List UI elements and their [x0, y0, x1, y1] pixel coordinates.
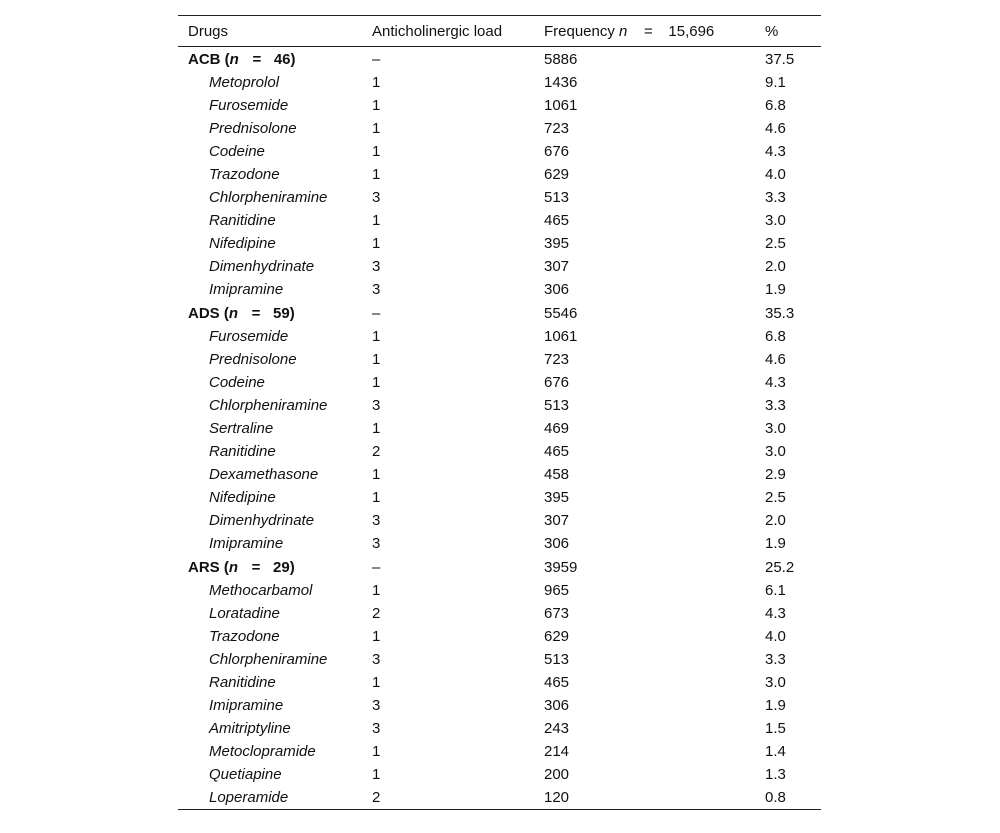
drug-frequency: 458 — [544, 466, 570, 483]
table-row — [178, 325, 821, 348]
header-frequency-eq: = — [644, 22, 653, 40]
drug-load: 1 — [372, 420, 381, 437]
drug-percent: 4.0 — [765, 628, 786, 645]
group-percent: 37.5 — [765, 50, 795, 68]
group-n-eq: = — [252, 50, 262, 68]
group-label: ACB — [188, 50, 221, 68]
table-row — [178, 486, 821, 509]
drug-load: 1 — [372, 374, 381, 391]
drug-frequency: 465 — [544, 212, 570, 229]
drug-percent: 4.3 — [765, 605, 786, 622]
drug-load: 1 — [372, 120, 381, 137]
drug-name: Chlorpheniramine — [209, 397, 328, 414]
drug-name: Chlorpheniramine — [209, 651, 328, 668]
group-n-symbol: n — [229, 50, 239, 68]
drug-name: Dimenhydrinate — [209, 512, 315, 529]
drug-percent: 4.6 — [765, 351, 786, 368]
drug-percent: 4.3 — [765, 374, 786, 391]
drug-frequency: 306 — [544, 281, 570, 298]
table-row — [178, 579, 821, 602]
group-percent: 25.2 — [765, 558, 795, 576]
drug-name: Loperamide — [178, 786, 370, 810]
drug-percent: 3.0 — [765, 443, 786, 460]
drug-name: Metoclopramide — [209, 743, 316, 760]
drug-percent: 1.9 — [765, 697, 786, 714]
drug-load: 3 — [372, 281, 381, 298]
drug-percent: 2.5 — [765, 235, 786, 252]
drug-frequency: 243 — [544, 720, 570, 737]
drug-name: Quetiapine — [209, 766, 282, 783]
drug-name: Codeine — [209, 374, 265, 391]
group-n-eq: = — [251, 304, 261, 322]
drug-name: Loratadine — [209, 605, 280, 622]
header-row — [178, 16, 821, 47]
drug-frequency-table-container — [178, 15, 821, 810]
drug-name: Imipramine — [209, 281, 284, 298]
table-row — [178, 163, 821, 186]
group-n-symbol: n — [228, 558, 239, 576]
table-row — [178, 255, 821, 278]
drug-name: Prednisolone — [209, 120, 297, 137]
drug-load: 1 — [372, 328, 381, 345]
drug-name: Trazodone — [209, 166, 280, 183]
drug-percent: 2.9 — [765, 466, 786, 483]
drug-frequency: 513 — [544, 397, 570, 414]
table-row — [178, 440, 821, 463]
table-row — [178, 740, 821, 763]
drug-load: 1 — [372, 351, 381, 368]
group-n-symbol: n — [228, 304, 239, 322]
table-row — [178, 71, 821, 94]
drug-frequency: 676 — [544, 143, 570, 160]
drug-frequency: 673 — [544, 605, 570, 622]
drug-frequency: 465 — [544, 674, 570, 691]
drug-frequency: 469 — [544, 420, 570, 437]
group-load: – — [372, 304, 381, 322]
drug-name: Dimenhydrinate — [209, 258, 315, 275]
drug-percent: 3.3 — [765, 189, 786, 206]
group-n-value: 29 — [273, 558, 290, 576]
table-row — [178, 694, 821, 717]
drug-percent: 6.8 — [765, 328, 786, 345]
table-row — [178, 602, 821, 625]
table-row — [178, 625, 821, 648]
group-label-cell: ADS (n = 59) — [188, 304, 295, 322]
drug-percent: 3.3 — [765, 397, 786, 414]
drug-frequency: 395 — [544, 235, 570, 252]
drug-name: Trazodone — [209, 628, 280, 645]
drug-load: 1 — [372, 235, 381, 252]
drug-load: 3 — [372, 535, 381, 552]
drug-percent: 1.9 — [765, 535, 786, 552]
group-row — [178, 47, 821, 72]
drug-percent: 3.0 — [765, 212, 786, 229]
drug-load: 2 — [372, 443, 381, 460]
drug-percent: 4.6 — [765, 120, 786, 137]
drug-frequency: 307 — [544, 512, 570, 529]
drug-load: 1 — [372, 766, 381, 783]
drug-frequency: 1061 — [544, 97, 578, 114]
header-drugs: Drugs — [178, 16, 370, 47]
drug-name: Amitriptyline — [209, 720, 291, 737]
table-body — [178, 47, 821, 810]
drug-name: Ranitidine — [209, 212, 276, 229]
drug-frequency: 965 — [544, 582, 570, 599]
table-row — [178, 786, 821, 810]
drug-frequency: 1061 — [544, 328, 578, 345]
table-row — [178, 140, 821, 163]
table-row — [178, 532, 821, 555]
group-row — [178, 301, 821, 325]
drug-percent: 4.3 — [765, 143, 786, 160]
drug-frequency: 214 — [544, 743, 570, 760]
drug-load: 2 — [372, 605, 381, 622]
table-row — [178, 186, 821, 209]
drug-percent: 1.5 — [765, 720, 786, 737]
drug-frequency: 306 — [544, 697, 570, 714]
drug-name: Furosemide — [209, 328, 289, 345]
table-row — [178, 463, 821, 486]
drug-name: Methocarbamol — [209, 582, 313, 599]
drug-frequency: 1436 — [544, 74, 578, 91]
drug-name: Furosemide — [209, 97, 289, 114]
group-frequency: 3959 — [544, 558, 578, 576]
drug-load: 3 — [372, 397, 381, 414]
drug-frequency: 513 — [544, 651, 570, 668]
drug-percent: 3.0 — [765, 420, 786, 437]
drug-percent: 2.0 — [765, 258, 786, 275]
drug-percent: 6.1 — [765, 582, 786, 599]
drug-load: 1 — [372, 489, 381, 506]
table-row — [178, 117, 821, 140]
drug-frequency: 629 — [544, 628, 570, 645]
table-row — [178, 278, 821, 301]
group-n-value: 46 — [273, 50, 291, 68]
group-percent: 35.3 — [765, 304, 795, 322]
drug-percent: 3.3 — [765, 651, 786, 668]
group-frequency: 5886 — [544, 50, 578, 68]
group-label-cell: ARS (n = 29) — [188, 558, 295, 576]
group-frequency: 5546 — [544, 304, 578, 322]
drug-frequency: 723 — [544, 120, 570, 137]
drug-name: Chlorpheniramine — [209, 189, 328, 206]
table-row — [178, 348, 821, 371]
drug-load: 1 — [372, 628, 381, 645]
drug-frequency: 306 — [544, 535, 570, 552]
drug-percent: 0.8 — [745, 786, 821, 810]
drug-load: 2 — [370, 786, 535, 810]
group-n-eq: = — [251, 558, 261, 576]
drug-load: 1 — [372, 143, 381, 160]
drug-frequency: 513 — [544, 189, 570, 206]
drug-frequency: 676 — [544, 374, 570, 391]
drug-name: Imipramine — [209, 697, 284, 714]
drug-percent: 4.0 — [765, 166, 786, 183]
table-row — [178, 371, 821, 394]
table-row — [178, 417, 821, 440]
drug-percent: 2.0 — [765, 512, 786, 529]
drug-name: Sertraline — [209, 420, 274, 437]
drug-percent: 6.8 — [765, 97, 786, 114]
table-row — [178, 94, 821, 117]
drug-name: Ranitidine — [209, 674, 276, 691]
drug-load: 1 — [372, 743, 381, 760]
group-label-cell: ACB (n = 46) — [188, 50, 296, 68]
drug-load: 1 — [372, 674, 381, 691]
table-row — [178, 232, 821, 255]
drug-load: 3 — [372, 651, 381, 668]
drug-name: Dexamethasone — [209, 466, 319, 483]
drug-percent: 3.0 — [765, 674, 786, 691]
drug-load: 3 — [372, 720, 381, 737]
table-row — [178, 648, 821, 671]
header-frequency-label: Frequency — [544, 22, 615, 40]
group-load: – — [372, 558, 381, 576]
drug-percent: 1.9 — [765, 281, 786, 298]
drug-name: Codeine — [209, 143, 265, 160]
table-header — [178, 16, 821, 47]
drug-load: 1 — [372, 466, 381, 483]
table-row — [178, 717, 821, 740]
group-label: ARS — [188, 558, 220, 576]
drug-frequency: 395 — [544, 489, 570, 506]
drug-frequency: 723 — [544, 351, 570, 368]
drug-percent: 9.1 — [765, 74, 786, 91]
drug-load: 1 — [372, 97, 381, 114]
drug-load: 3 — [372, 512, 381, 529]
drug-name: Ranitidine — [209, 443, 276, 460]
drug-frequency: 629 — [544, 166, 570, 183]
drug-frequency-table — [178, 15, 821, 810]
drug-load: 3 — [372, 189, 381, 206]
header-frequency-total: 15,696 — [668, 22, 715, 40]
drug-name: Nifedipine — [209, 489, 276, 506]
drug-percent: 1.3 — [765, 766, 786, 783]
drug-frequency: 120 — [535, 786, 745, 810]
header-frequency — [535, 16, 745, 47]
drug-frequency: 465 — [544, 443, 570, 460]
drug-percent: 1.4 — [765, 743, 786, 760]
group-row — [178, 555, 821, 579]
drug-name: Imipramine — [209, 535, 284, 552]
drug-name: Metoprolol — [209, 74, 280, 91]
drug-frequency: 200 — [544, 766, 570, 783]
table-row — [178, 394, 821, 417]
table-row — [178, 671, 821, 694]
drug-percent: 2.5 — [765, 489, 786, 506]
group-load: – — [372, 50, 381, 68]
header-frequency-n: n — [619, 22, 628, 40]
drug-load: 1 — [372, 74, 381, 91]
drug-name: Nifedipine — [209, 235, 276, 252]
table-row — [178, 509, 821, 532]
group-label: ADS — [188, 304, 220, 322]
drug-frequency: 307 — [544, 258, 570, 275]
drug-load: 3 — [372, 258, 381, 275]
drug-load: 1 — [372, 582, 381, 599]
table-row — [178, 763, 821, 786]
drug-load: 1 — [372, 212, 381, 229]
drug-load: 3 — [372, 697, 381, 714]
group-n-value: 59 — [273, 304, 290, 322]
header-percent: % — [745, 16, 821, 47]
drug-name: Prednisolone — [209, 351, 297, 368]
table-row — [178, 209, 821, 232]
header-anticholinergic-load: Anticholinergic load — [370, 16, 535, 47]
drug-load: 1 — [372, 166, 381, 183]
